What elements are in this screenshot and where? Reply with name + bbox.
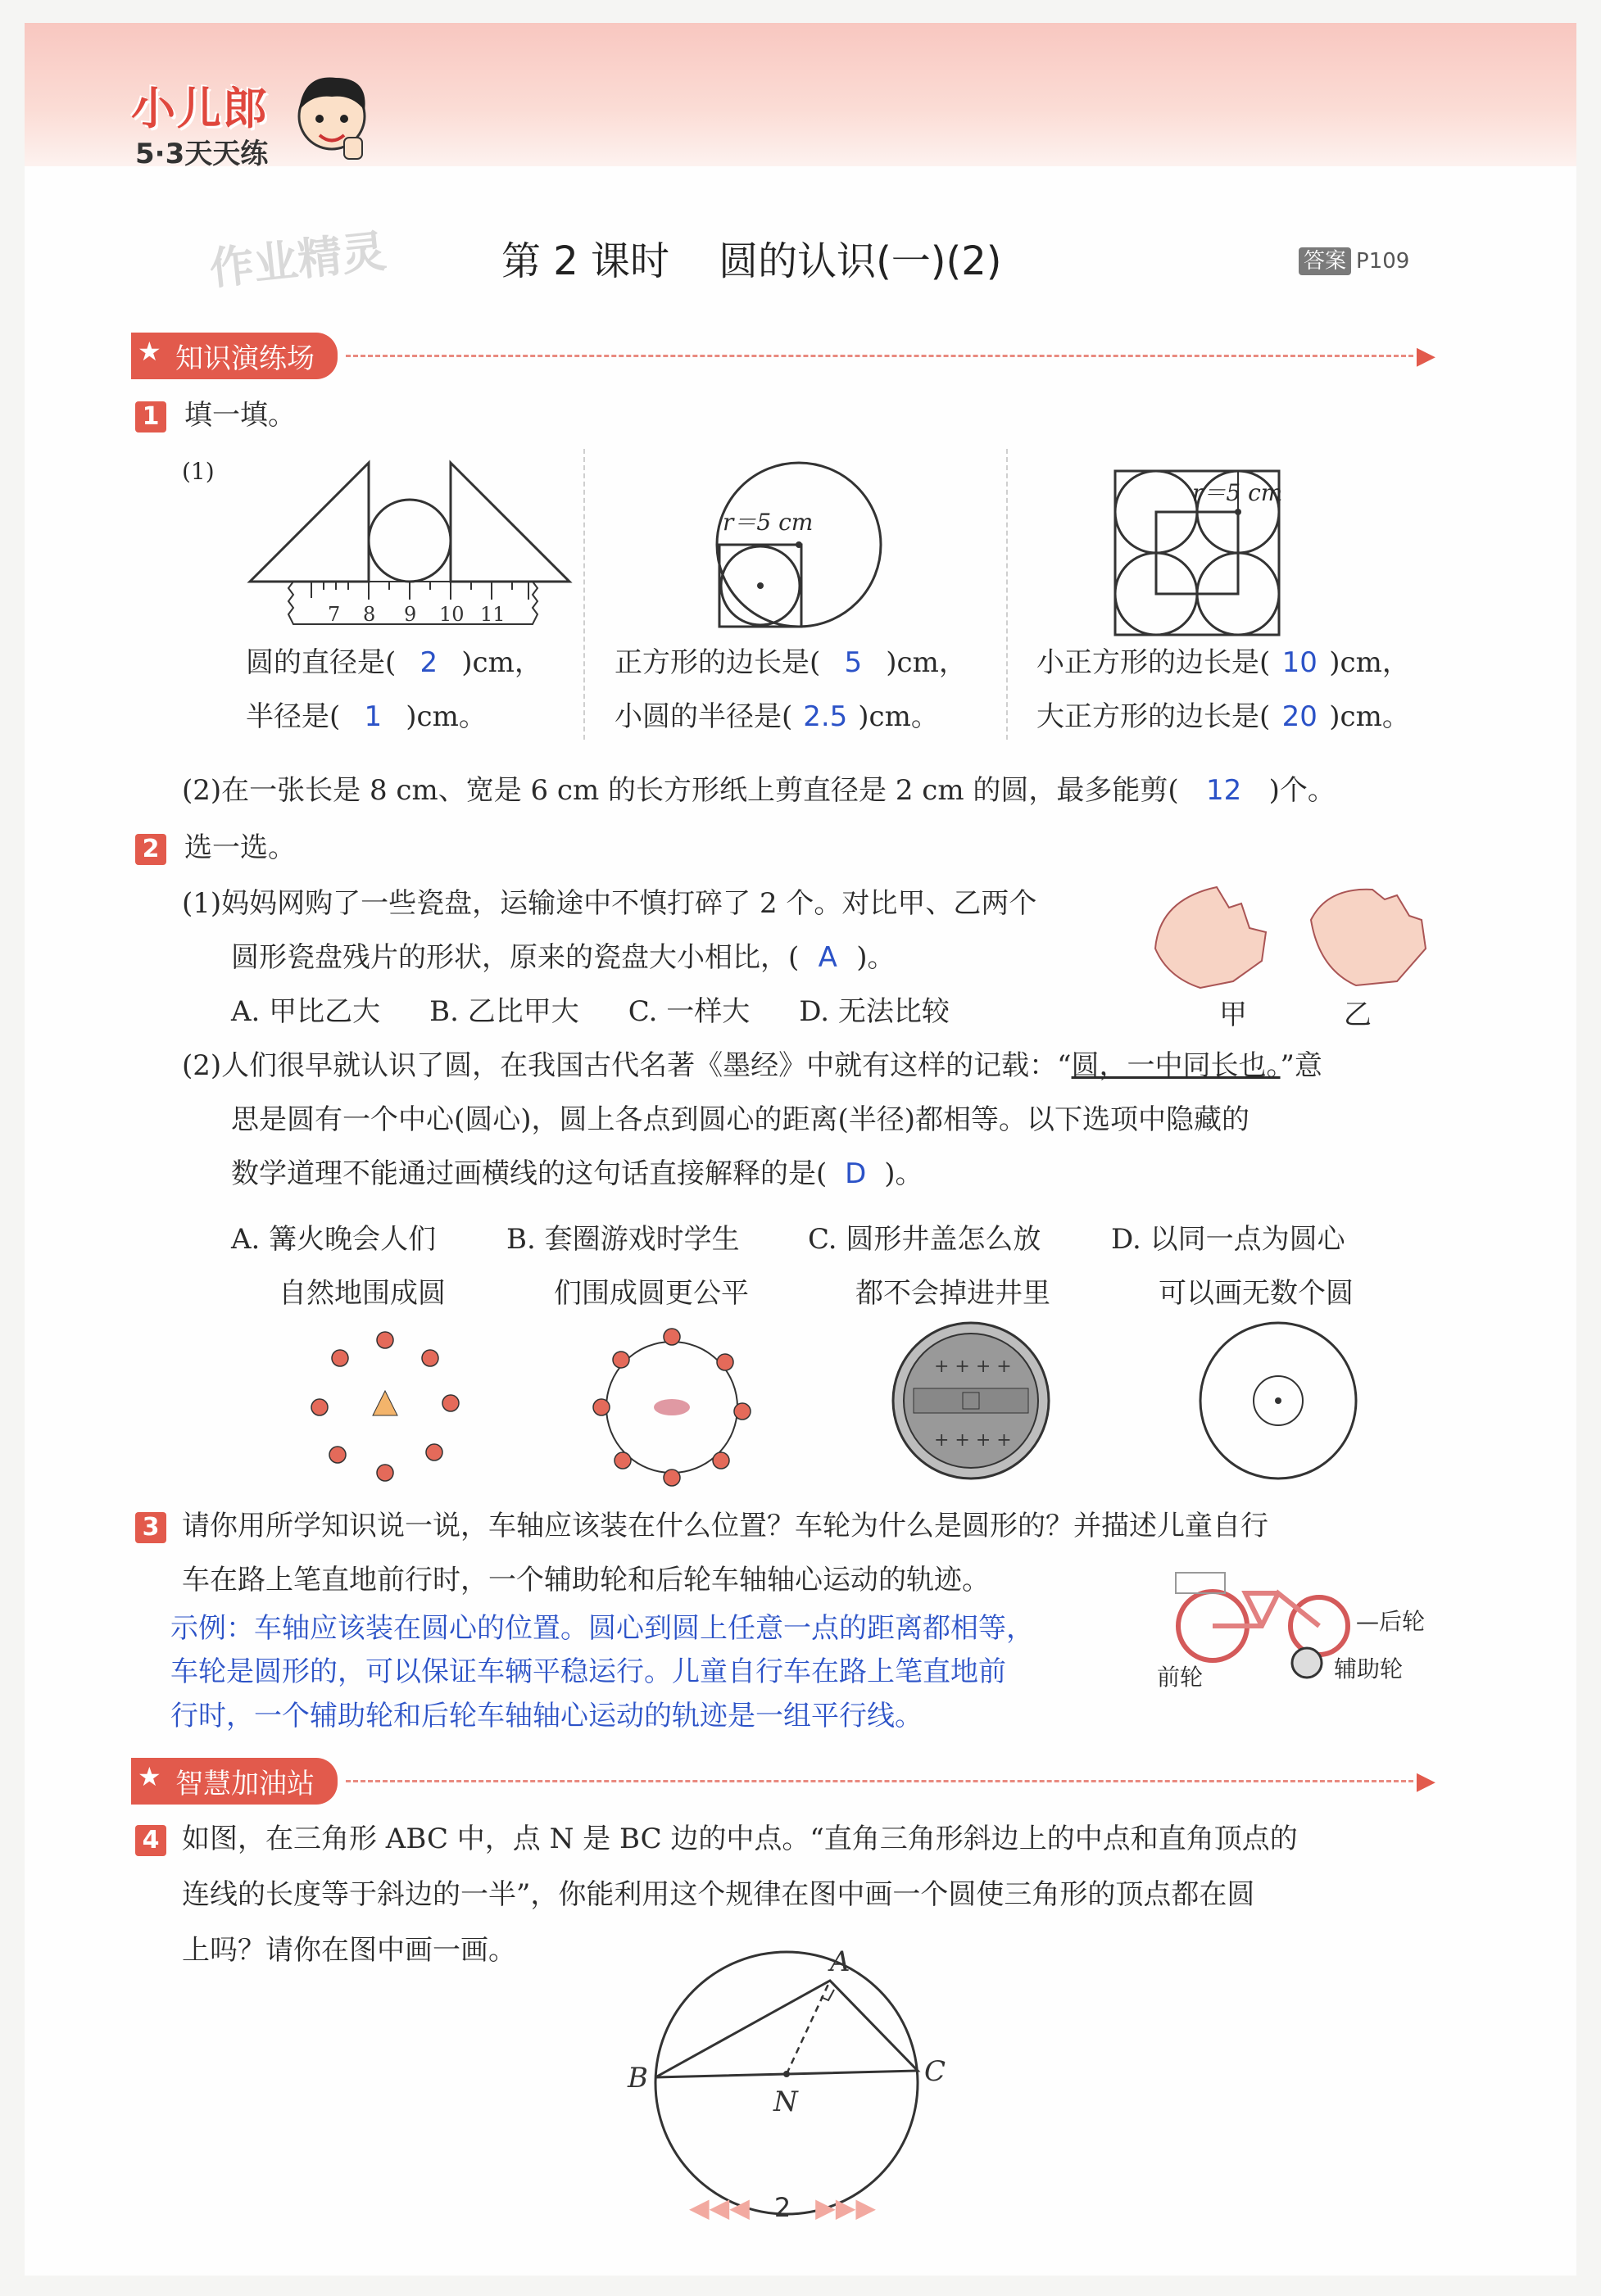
option-c: C. 一样大 (628, 995, 751, 1028)
point-label-c: C (924, 2055, 946, 2088)
point-label-a: A (830, 1950, 850, 1978)
watermark: 作业精灵 (206, 224, 389, 296)
option-b: B. 乙比甲大 (429, 995, 579, 1028)
divider (1006, 449, 1008, 740)
section-header-challenge (131, 1759, 1435, 1802)
plate-label-jia: 甲 (1219, 999, 1247, 1031)
arrow-icon: ▶ (1416, 341, 1435, 370)
ruler-tick: 10 (439, 603, 465, 626)
answer-value: 12 (1206, 774, 1242, 807)
answer-value: A (818, 941, 837, 974)
q4-line2: 连线的长度等于斜边的一半”，你能利用这个规律在图中画一个圆使三角形的顶点都在圆 (182, 1878, 1255, 1911)
answer-line: 示例：车轴应该装在圆心的位置。圆心到圆上任意一点的距离都相等， (170, 1612, 1034, 1645)
answer-value: 20 (1281, 700, 1318, 733)
mascot-icon (287, 66, 377, 168)
q1-number: 1 (135, 401, 166, 432)
manhole-cover-illustration (889, 1319, 1053, 1483)
ruler-tick: 11 (480, 603, 506, 626)
q2-p2-line1: (2)人们很早就认识了圆，在我国古代名著《墨经》中就有这样的记载：“圆，一中同长也。”意 (182, 1049, 1322, 1082)
q1c-line1: 小正方形的边长是( 10 )cm， (1036, 644, 1410, 683)
figure-square-in-circle (713, 459, 885, 631)
answer-value: 5 (844, 646, 863, 679)
q1a-line1: 圆的直径是( 2 )cm， (246, 644, 542, 683)
q1-part1-label: (1) (182, 458, 215, 485)
q1b-line2: 小圆的半径是( 2.5 )cm。 (615, 698, 939, 737)
brand-logo: 小儿郎 (131, 83, 269, 134)
q2-p2-option-c: C. 圆形井盖怎么放 都不会掉进井里 (808, 1223, 1050, 1311)
triangle-circle-figure (623, 1950, 967, 2220)
q2-p2-option-d: D. 以同一点为圆心 可以画无数个圆 (1111, 1223, 1354, 1311)
figure-c-label: r＝5 cm (1192, 479, 1283, 506)
next-arrows-icon: ▶▶▶ (815, 2192, 876, 2223)
answer-value: 1 (364, 700, 383, 733)
q3-answer (170, 1607, 1034, 1738)
ruler-tick: 9 (404, 603, 417, 626)
figure-b-label: r＝5 cm (723, 509, 814, 536)
q1a-line2: 半径是( 1 )cm。 (246, 698, 487, 737)
ring-toss-illustration (590, 1325, 754, 1489)
q1c-line2: 大正方形的边长是( 20 )cm。 (1036, 698, 1410, 737)
svg-text:+ + + +: + + + + (934, 1430, 1012, 1451)
point-label-n: N (773, 2085, 798, 2118)
label-front-wheel: 前轮 (1157, 1664, 1204, 1691)
q2-prompt: 选一选。 (184, 831, 296, 864)
prev-arrows-icon: ◀◀◀ (689, 2192, 750, 2223)
q1b-line1: 正方形的边长是( 5 )cm， (615, 644, 967, 683)
ruler-tick: 7 (328, 603, 341, 626)
divider (583, 449, 585, 740)
answer-value: 2 (420, 646, 438, 679)
section-label: ★ 智慧加油站 (131, 1758, 338, 1805)
q3-line2: 车在路上笔直地前行时，一个辅助轮和后轮车轴轴心运动的轨迹。 (182, 1564, 990, 1596)
q2-p2-option-b: B. 套圈游戏时学生 们围成圆更公平 (506, 1223, 749, 1311)
q2-p1-line1: (1)妈妈网购了一些瓷盘，运输途中不慎打碎了 2 个。对比甲、乙两个 (182, 887, 1037, 920)
campfire-circle-illustration (303, 1325, 467, 1489)
plate-label-yi: 乙 (1344, 999, 1372, 1031)
option-a: A. 甲比乙大 (231, 995, 381, 1028)
q4-line3: 上吗？请你在图中画一画。 (182, 1934, 516, 1967)
q3-line1: 请你用所学知识说一说，车轴应该装在什么位置？车轮为什么是圆形的？并描述儿童自行 (182, 1510, 1268, 1542)
answer-line: 车轮是圆形的，可以保证车辆平稳运行。儿童自行车在路上笔直地前 (170, 1655, 1006, 1689)
ruler-tick: 8 (363, 603, 376, 626)
answer-ref (1299, 244, 1409, 274)
answer-value: 10 (1281, 646, 1318, 679)
q1-part2: (2)在一张长是 8 cm、宽是 6 cm 的长方形纸上剪直径是 2 cm 的圆，最多能剪( 12 )个。 (182, 772, 1336, 811)
q2-p2-option-a: A. 篝火晚会人们 自然地围成圆 (231, 1223, 446, 1311)
page-footer (660, 2192, 905, 2223)
q2-p2-line2: 思是圆有一个中心(圆心)，圆上各点到圆心的距离(半径)都相等。以下选项中隐藏的 (231, 1103, 1250, 1136)
answer-page: P109 (1356, 249, 1410, 274)
arrow-icon: ▶ (1416, 1766, 1435, 1796)
q2-number: 2 (135, 834, 166, 865)
answer-value: D (845, 1157, 867, 1190)
q3-number: 3 (135, 1512, 166, 1543)
q2-p1-line2: 圆形瓷盘残片的形状，原来的瓷盘大小相比，( A )。 (231, 939, 896, 978)
q4-line1: 如图，在三角形 ABC 中，点 N 是 BC 边的中点。“直角三角形斜边上的中点和直角顶点的 (182, 1823, 1298, 1855)
option-d: D. 无法比较 (799, 995, 950, 1028)
q2-p2-line3: 数学道理不能通过画横线的这句话直接解释的是( D )。 (231, 1155, 923, 1194)
page-title (501, 229, 1002, 286)
figure-set-squares (246, 459, 582, 635)
lesson-number: 第 2 课时 (501, 238, 670, 284)
label-aux-wheel: 辅助轮 (1334, 1655, 1404, 1682)
svg-text:+ + + +: + + + + (934, 1356, 1012, 1377)
lesson-topic: 圆的认识(一)(2) (719, 238, 1002, 284)
underlined-quote: 圆，一中同长也。 (1071, 1049, 1281, 1082)
series-name: 5·3天天练 (135, 138, 269, 170)
section-header-practice (131, 334, 1435, 377)
page-number: 2 (773, 2192, 791, 2223)
answer-label: 答案 (1299, 247, 1351, 275)
q4-number: 4 (135, 1825, 166, 1856)
point-label-b: B (628, 2062, 648, 2094)
section-label: ★ 知识演练场 (131, 333, 338, 379)
plate-fragments-figure (1151, 883, 1430, 994)
answer-value: 2.5 (803, 700, 848, 733)
label-rear-wheel: —后轮 (1356, 1608, 1426, 1635)
answer-line: 行时，一个辅助轮和后轮车轴轴心运动的轨迹是一组平行线。 (170, 1699, 923, 1732)
q1-prompt: 填一填。 (184, 399, 296, 432)
concentric-circles-illustration (1196, 1319, 1360, 1483)
q2-p1-options (231, 993, 950, 1032)
